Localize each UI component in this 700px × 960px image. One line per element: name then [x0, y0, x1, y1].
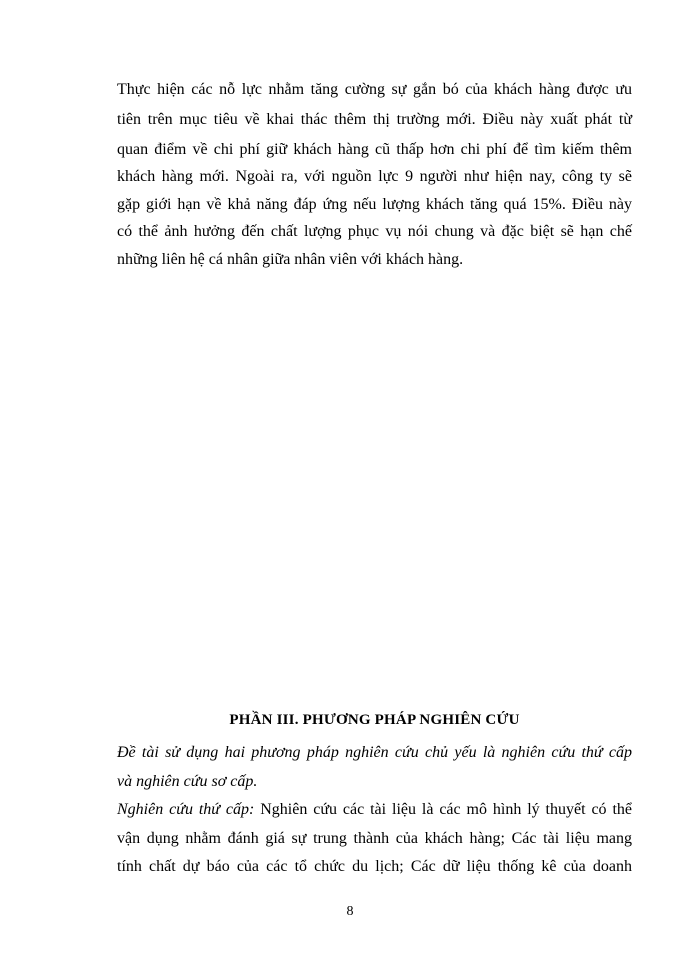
- paragraph-line: khách hàng mới. Ngoài ra, với nguồn lực 9 người như hiện nay, công ty sẽ: [117, 168, 632, 185]
- paragraph-line: Thực hiện các nỗ lực nhằm tăng cường sự gắn bó của khách hàng được ưu: [117, 81, 632, 98]
- paragraph-line: vận dụng nhằm đánh giá sự trung thành của khách hàng; Các tài liệu mang: [117, 830, 632, 847]
- intro-line: Đề tài sử dụng hai phương pháp nghiên cứu chủ yếu là nghiên cứu thứ cấp: [117, 744, 632, 761]
- secondary-research-text: Nghiên cứu các tài liệu là các mô hình lý thuyết có thể: [254, 801, 632, 818]
- paragraph-line: gặp giới hạn về khả năng đáp ứng nếu lượng khách tăng quá 15%. Điều này: [117, 196, 632, 213]
- paragraph-line: có thể ảnh hưởng đến chất lượng phục vụ nói chung và đặc biệt sẽ hạn chế: [117, 223, 632, 240]
- secondary-research-first-line: [117, 800, 632, 820]
- paragraph-line: tính chất dự báo của các tổ chức du lịch; Các dữ liệu thống kê của doanh: [117, 858, 632, 875]
- page-number: 8: [346, 904, 354, 919]
- paragraph-line: quan điểm về chi phí giữ khách hàng cũ thấp hơn chi phí để tìm kiếm thêm: [117, 141, 632, 158]
- section-heading: PHẦN III. PHƯƠNG PHÁP NGHIÊN CỨU: [229, 712, 520, 728]
- intro-line: và nghiên cứu sơ cấp.: [117, 773, 258, 790]
- paragraph-line: tiên trên mục tiêu về khai thác thêm thị trường mới. Điều này xuất phát từ: [117, 111, 632, 128]
- secondary-research-label: Nghiên cứu thứ cấp:: [117, 801, 255, 818]
- paragraph-line: những liên hệ cá nhân giữa nhân viên với khách hàng.: [117, 251, 464, 268]
